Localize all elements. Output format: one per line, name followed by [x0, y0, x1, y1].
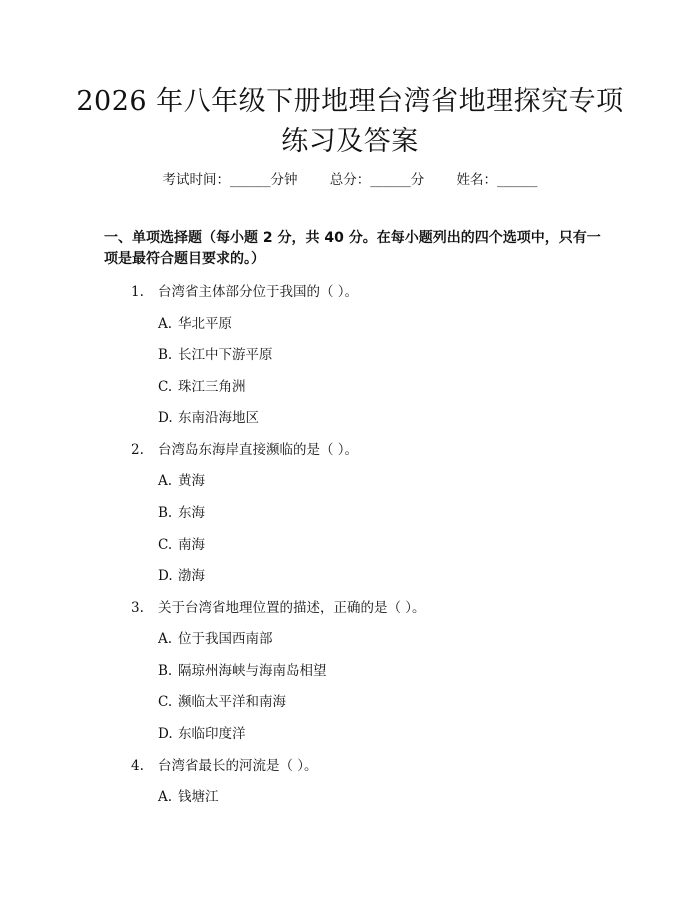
title-line-2: 练习及答案	[281, 126, 419, 157]
option-letter: D.	[158, 568, 173, 584]
option-text: 南海	[178, 537, 205, 553]
exam-total-score: 总分：______分	[329, 172, 425, 188]
title-line-1: 2026 年八年级下册地理台湾省地理探究专项	[76, 86, 624, 117]
option	[158, 472, 205, 490]
option-text: 东临印度洋	[178, 726, 246, 742]
option-text: 位于我国西南部	[178, 631, 273, 647]
option	[158, 567, 205, 585]
option-letter: C.	[158, 537, 173, 553]
question-number: 3.	[131, 600, 144, 616]
option-text: 钱塘江	[178, 789, 219, 805]
page-title	[0, 82, 700, 162]
option	[158, 693, 286, 711]
option-letter: D.	[158, 726, 173, 742]
option	[158, 504, 205, 522]
option	[158, 315, 232, 333]
option	[158, 788, 219, 806]
question-number: 1.	[131, 284, 144, 300]
question-number: 4.	[131, 758, 144, 774]
option-text: 渤海	[178, 568, 205, 584]
option-letter: B.	[158, 347, 173, 363]
question-number: 2.	[131, 442, 144, 458]
option-letter: A.	[158, 473, 173, 489]
option	[158, 662, 327, 680]
option-text: 珠江三角洲	[178, 379, 246, 395]
option	[158, 378, 246, 396]
option-text: 东海	[178, 505, 205, 521]
question	[131, 441, 358, 459]
question	[131, 283, 358, 301]
option-text: 东南沿海地区	[178, 410, 259, 426]
question	[131, 599, 426, 617]
section-heading: 一、单项选择题（每小题 2 分，共 40 分。在每小题列出的四个选项中，只有一项是最符合题目要求的。）	[104, 230, 601, 267]
option-letter: A.	[158, 316, 173, 332]
exam-time: 考试时间：______分钟	[162, 172, 298, 188]
question	[131, 757, 318, 775]
option-letter: A.	[158, 631, 173, 647]
option	[158, 346, 273, 364]
exam-meta	[0, 168, 700, 188]
question-text: 台湾省最长的河流是（ ）。	[158, 758, 318, 774]
option-text: 黄海	[178, 473, 205, 489]
option-letter: A.	[158, 789, 173, 805]
option-text: 濒临太平洋和南海	[178, 694, 286, 710]
option	[158, 630, 273, 648]
option-letter: B.	[158, 505, 173, 521]
question-text: 台湾岛东海岸直接濒临的是（ ）。	[158, 442, 359, 458]
option	[158, 409, 259, 427]
option-letter: D.	[158, 410, 173, 426]
option-letter: C.	[158, 694, 173, 710]
student-name: 姓名：______	[456, 172, 538, 188]
option	[158, 725, 246, 743]
option	[158, 536, 205, 554]
question-text: 台湾省主体部分位于我国的（ ）。	[158, 284, 359, 300]
question-text: 关于台湾省地理位置的描述，正确的是（ ）。	[158, 600, 426, 616]
option-letter: B.	[158, 663, 173, 679]
option-text: 隔琼州海峡与海南岛相望	[178, 663, 327, 679]
option-letter: C.	[158, 379, 173, 395]
option-text: 长江中下游平原	[178, 347, 273, 363]
option-text: 华北平原	[178, 316, 232, 332]
